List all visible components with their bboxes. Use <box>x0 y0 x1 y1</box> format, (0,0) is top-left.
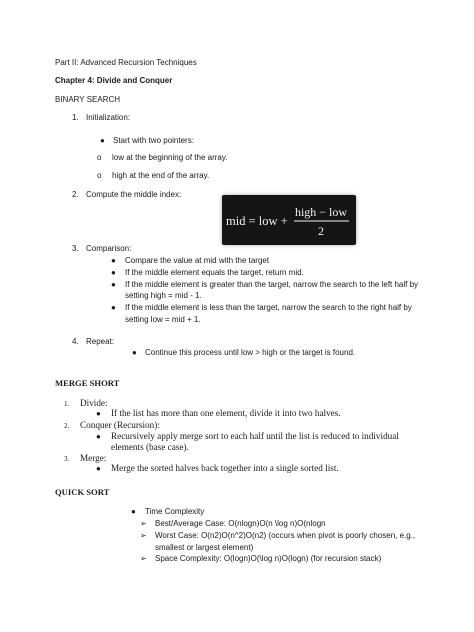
bullet-text: Start with two pointers: <box>113 136 194 145</box>
formula-numerator: high − low <box>294 205 348 219</box>
step-number: 4. <box>72 337 79 346</box>
step-number: 2. <box>64 422 70 430</box>
part-title: Part II: Advanced Recursion Techniques <box>55 58 197 67</box>
bullet-text: If the middle element is less than the target, narrow the search to the right half by <box>125 303 412 312</box>
bullet-text: If the middle element is greater than the target, narrow the search to the left half by <box>125 280 419 289</box>
step-label: Initialization: <box>86 113 131 122</box>
step-number: 1. <box>72 113 79 122</box>
formula-denominator: 2 <box>318 224 324 238</box>
sub-bullet-text: high at the end of the array. <box>112 171 210 180</box>
bullet-text: Compare the value at mid with the target <box>125 256 270 265</box>
bullet-icon: ● <box>96 409 101 418</box>
bullet-icon: ● <box>132 348 137 357</box>
bullet-icon: ● <box>131 507 136 516</box>
bullet-icon: ● <box>111 280 116 289</box>
quick-sort-heading: QUICK SORT <box>55 487 110 497</box>
complexity-item: Worst Case: O(n2)O(n^2)O(n2) (occurs when pivot is poorly chosen, e.g., <box>155 531 416 540</box>
formula-lhs: mid = low + <box>226 214 288 228</box>
bullet-text: If the middle element equals the target, return mid. <box>125 268 304 277</box>
bullet-icon: ● <box>111 303 116 312</box>
bullet-text: Recursively apply merge sort to each half until the list is reduced to individual <box>111 431 399 441</box>
step-number: 3. <box>64 455 70 463</box>
sub-bullet-text: low at the beginning of the array. <box>112 153 228 162</box>
bullet-text: If the list has more than one element, divide it into two halves. <box>111 408 341 418</box>
bullet-icon: ● <box>111 268 116 277</box>
complexity-item-continued: smallest or largest element) <box>155 543 254 552</box>
bullet-icon: ● <box>96 432 101 441</box>
step-label: Compute the middle index: <box>86 190 182 199</box>
step-number: 3. <box>72 244 79 253</box>
arrow-bullet-icon: ➢ <box>140 531 147 540</box>
binary-search-heading: BINARY SEARCH <box>55 95 121 104</box>
step-number: 1. <box>64 400 70 408</box>
bullet-text: Continue this process until low > high or the target is found. <box>145 348 356 357</box>
complexity-item: Best/Average Case: O(nlogn)O(n \log n)O(nlogn <box>155 519 326 528</box>
bullet-text-continued: elements (base case). <box>111 442 189 452</box>
circle-bullet-icon: o <box>97 153 102 162</box>
step-label: Conquer (Recursion): <box>80 420 160 430</box>
circle-bullet-icon: o <box>97 171 102 180</box>
bullet-icon: ● <box>100 136 105 145</box>
step-number: 2. <box>72 190 79 199</box>
bullet-text: Time Complexity <box>145 507 205 516</box>
step-label: Comparison: <box>86 244 132 253</box>
merge-sort-heading: MERGE SHORT <box>55 378 120 388</box>
step-label: Divide: <box>80 398 108 408</box>
formula-image <box>222 195 356 245</box>
step-label: Repeat: <box>86 337 115 346</box>
arrow-bullet-icon: ➢ <box>140 519 147 528</box>
chapter-title: Chapter 4: Divide and Conquer <box>55 76 173 85</box>
bullet-icon: ● <box>96 464 101 473</box>
bullet-text: Merge the sorted halves back together into a single sorted list. <box>111 463 339 473</box>
bullet-text-continued: setting high = mid - 1. <box>125 291 202 300</box>
step-label: Merge: <box>80 453 107 463</box>
bullet-text-continued: setting low = mid + 1. <box>125 315 201 324</box>
bullet-icon: ● <box>111 256 116 265</box>
complexity-item: Space Complexity: O(logn)O(\log n)O(logn) (for recursion stack) <box>155 554 382 563</box>
arrow-bullet-icon: ➢ <box>140 554 147 563</box>
